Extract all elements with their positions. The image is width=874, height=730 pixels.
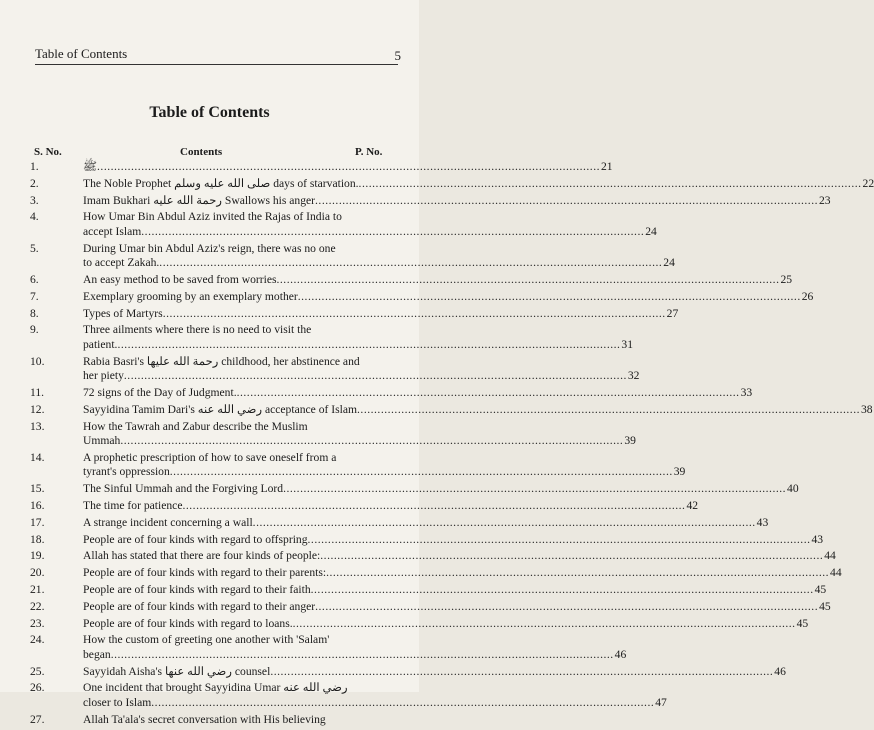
toc-entry-number: 25. [30, 664, 45, 678]
toc-entry-line [83, 225, 657, 240]
toc-entry-title: An easy method to be saved from worries [83, 272, 277, 286]
toc-entry-text [83, 600, 831, 615]
toc-entry-text [83, 290, 813, 305]
toc-entry-page: 31 [621, 337, 634, 351]
toc-entry-number: 27. [30, 712, 45, 726]
dot-leader [315, 600, 818, 615]
toc-entry-number: 9. [30, 323, 39, 337]
toc-entry-text [83, 633, 626, 662]
toc-entry-number: 20. [30, 566, 45, 580]
dot-leader [293, 617, 796, 632]
toc-entry-number: 16. [30, 498, 45, 512]
toc-entry-number: 11. [30, 385, 45, 399]
column-header-pno: P. No. [355, 146, 383, 158]
toc-entry-number: 17. [30, 515, 45, 529]
toc-entry [30, 566, 842, 581]
dot-leader [163, 307, 666, 322]
toc-entry-text [83, 713, 395, 728]
toc-entry-page: 24 [645, 224, 657, 238]
toc-entry-line [83, 600, 831, 615]
dot-leader [298, 290, 801, 305]
dot-leader [97, 160, 600, 175]
toc-entry-text [83, 323, 633, 352]
toc-entry-title: to accept Zakah. [83, 256, 160, 270]
toc-entry-page: 43 [811, 532, 824, 546]
toc-entry-title: A strange incident concerning a wall [83, 515, 253, 529]
toc-entry-number: 8. [30, 306, 39, 320]
toc-entry-page: 38 [861, 402, 873, 416]
toc-list [30, 160, 874, 730]
toc-entry-title: patient. [83, 337, 118, 351]
toc-entry-number: 23. [30, 616, 45, 630]
toc-entry-text [83, 482, 799, 497]
toc-entry-number: 21. [30, 582, 45, 596]
toc-entry-line [83, 533, 823, 548]
toc-entry-line [83, 323, 633, 338]
toc-entry-page: 27 [666, 306, 679, 320]
toc-entry-line [83, 273, 792, 288]
toc-entry-number: 18. [30, 532, 45, 546]
toc-entry [30, 616, 809, 632]
toc-entry-text [83, 533, 823, 548]
toc-entry-text [83, 566, 842, 581]
toc-entry-text [83, 499, 698, 514]
toc-entry-line [83, 681, 667, 696]
toc-entry-line [83, 386, 752, 401]
toc-entry [30, 210, 657, 239]
toc-entry-number: 12. [30, 402, 45, 416]
toc-entry [30, 419, 636, 449]
toc-entry-line [83, 648, 626, 663]
toc-entry-line [83, 583, 826, 598]
toc-entry-line [83, 696, 667, 711]
dot-leader [359, 177, 862, 192]
column-header-contents: Contents [180, 146, 223, 158]
toc-entry-title: People are of four kinds with regard to their faith [83, 582, 311, 596]
dot-leader [170, 465, 673, 480]
toc-entry-title: Sayyidina Tamim Dari's رضي الله عنه acceptance of Islam [83, 402, 358, 416]
toc-entry-title: began [83, 647, 111, 661]
header-rule [35, 64, 398, 65]
toc-entry-line [83, 451, 685, 466]
toc-entry [30, 272, 793, 288]
toc-entry-title: Allah has stated that there are four kinds of people: [83, 549, 321, 563]
toc-entry-number: 15. [30, 482, 45, 496]
toc-entry-line [83, 549, 836, 564]
toc-entry [30, 599, 831, 615]
toc-entry-title: Imam Bukhari رحمة الله عليه Swallows his anger [83, 193, 316, 207]
toc-entry-page: 39 [624, 434, 636, 448]
toc-entry-page: 39 [673, 465, 686, 479]
column-header-sno: S. No. [34, 146, 62, 158]
toc-entry-line [83, 516, 768, 531]
dot-leader [124, 369, 627, 384]
running-header-title: Table of Contents [35, 46, 128, 61]
toc-entry-text [83, 210, 657, 239]
toc-entry-text [83, 242, 675, 271]
toc-entry [30, 498, 699, 514]
toc-entry-text [83, 549, 836, 564]
toc-entry [30, 532, 824, 548]
toc-entry-title: Ummah [83, 434, 121, 448]
toc-entry-page: 45 [814, 582, 827, 596]
dot-leader [315, 194, 818, 209]
toc-entry-page: 45 [796, 616, 809, 630]
toc-entry-text [83, 194, 831, 209]
toc-entry-title: During Umar bin Abdul Aziz's reign, there was no one [83, 241, 336, 255]
toc-entry-text [83, 665, 786, 680]
toc-entry-line [83, 338, 633, 353]
toc-entry-text [83, 681, 667, 710]
toc-entry [30, 681, 667, 710]
dot-leader [283, 482, 786, 497]
dot-leader [237, 386, 740, 401]
toc-entry [30, 241, 675, 271]
toc-entry-number: 26. [30, 681, 45, 695]
toc-entry [30, 582, 827, 598]
toc-entry-page: 40 [787, 482, 799, 496]
toc-entry-page: 44 [830, 566, 842, 580]
toc-entry-title: 72 signs of the Day of Judgment. [83, 385, 237, 399]
dot-leader [270, 665, 773, 680]
toc-entry-line [83, 465, 685, 480]
toc-entry-title: accept Islam [83, 224, 142, 238]
toc-entry-title: A prophetic prescription of how to save oneself from a [83, 450, 337, 464]
toc-entry-line [83, 160, 613, 175]
toc-entry-title: The Sinful Ummah and the Forgiving Lord [83, 482, 284, 496]
toc-entry-number: 7. [30, 289, 39, 303]
toc-entry-title: The time for patience [83, 498, 183, 512]
dot-leader [311, 583, 814, 598]
toc-entry-page: 42 [686, 498, 699, 512]
toc-entry-title: Three ailments where there is no need to visit the [83, 323, 312, 337]
toc-entry-page: 23 [819, 193, 831, 207]
toc-entry [30, 402, 873, 418]
toc-entry-title: People are of four kinds with regard to their parents: [83, 566, 327, 580]
toc-entry-number: 2. [30, 176, 39, 190]
toc-entry-number: 4. [30, 210, 39, 224]
toc-entry-number: 24. [30, 633, 45, 647]
toc-entry-title: People are of four kinds with regard to loans. [83, 616, 293, 630]
toc-entry-line [83, 434, 636, 449]
toc-entry [30, 515, 769, 531]
toc-entry-title: Sayyidah Aisha's رضي الله عنها counsel [83, 664, 271, 678]
toc-entry-title: How the Tawrah and Zabur describe the Muslim [83, 419, 308, 433]
toc-entry-title: closer to Islam [83, 695, 152, 709]
toc-entry-number: 10. [30, 354, 45, 368]
toc-entry [30, 160, 613, 175]
toc-entry-line [83, 499, 698, 514]
toc-entry [30, 289, 814, 305]
toc-entry-text [83, 386, 752, 401]
toc-entry-line [83, 210, 657, 225]
toc-entry-number: 22. [30, 599, 45, 613]
toc-entry-title: People are of four kinds with regard to offspring [83, 532, 308, 546]
toc-entry-number: 6. [30, 272, 39, 286]
toc-entry-line [83, 633, 626, 648]
toc-entry-line [83, 355, 639, 370]
toc-entry-title: Types of Martyrs [83, 306, 163, 320]
toc-entry [30, 713, 395, 728]
toc-entry-page: 46 [774, 664, 786, 678]
toc-entry-text [83, 307, 678, 322]
dot-leader [326, 566, 829, 581]
dot-leader [277, 273, 780, 288]
toc-entry-text [83, 355, 639, 384]
toc-entry [30, 664, 786, 680]
dot-leader [120, 434, 623, 449]
page-number: 5 [394, 48, 401, 63]
dot-leader [253, 516, 756, 531]
toc-entry-title: Rabia Basri's رحمة الله عليها childhood, her abstinence and [83, 354, 360, 368]
toc-entry-page: 22 [862, 176, 874, 190]
toc-entry-line [83, 369, 639, 384]
toc-entry [30, 450, 686, 480]
dot-leader [320, 549, 823, 564]
toc-entry-line [83, 290, 813, 305]
toc-entry-text [83, 451, 685, 480]
toc-entry-title: How the custom of greeting one another with 'Salam' [83, 633, 330, 647]
toc-entry-number: 1. [30, 160, 39, 173]
toc-entry [30, 193, 831, 209]
toc-entry-number: 14. [30, 450, 45, 464]
toc-entry-title: her piety [83, 369, 124, 383]
dot-leader [117, 338, 620, 353]
toc-entry-page: 45 [819, 599, 831, 613]
dot-leader [357, 403, 860, 418]
toc-entry [30, 306, 679, 322]
toc-entry-line [83, 177, 874, 192]
toc-entry-number: 13. [30, 419, 45, 433]
toc-entry-number: 19. [30, 549, 45, 563]
toc-entry-page: 24 [663, 256, 675, 270]
dot-leader [159, 256, 662, 271]
toc-entry-line [83, 665, 786, 680]
toc-entry-line [83, 420, 636, 435]
toc-entry [30, 323, 634, 352]
toc-entry [30, 176, 874, 192]
toc-entry-title: One incident that brought Sayyidina Umar رضي الله عنه [83, 681, 348, 695]
toc-entry-title: Exemplary grooming by an exemplary mother [83, 289, 298, 303]
toc-entry-title: ﷺ [83, 160, 98, 173]
dot-leader [141, 225, 644, 240]
toc-entry-page: 43 [756, 515, 769, 529]
toc-entry-text [83, 583, 826, 598]
page-title: Table of Contents [149, 104, 270, 121]
toc-entry-line [83, 403, 873, 418]
toc-entry-text [83, 160, 613, 175]
toc-entry-line [83, 307, 678, 322]
toc-entry-text [83, 420, 636, 449]
toc-entry-page: 32 [627, 369, 640, 383]
toc-entry-number: 3. [30, 193, 39, 207]
toc-entry-page: 47 [655, 695, 667, 709]
toc-entry [30, 633, 627, 662]
dot-leader [182, 499, 685, 514]
toc-entry-title: How Umar Bin Abdul Aziz invited the Rajas of India to [83, 210, 342, 224]
toc-entry-line [83, 566, 842, 581]
toc-entry-text [83, 516, 768, 531]
toc-entry-page: 21 [600, 160, 613, 173]
toc-entry-text [83, 403, 873, 418]
toc-entry-title: The Noble Prophet صلى الله عليه وسلم days of starvation. [83, 176, 359, 190]
toc-entry-page: 25 [780, 272, 793, 286]
dot-leader [111, 648, 614, 663]
toc-entry-text [83, 617, 808, 632]
toc-entry [30, 482, 799, 497]
toc-entry-title: tyrant's oppression [83, 465, 170, 479]
toc-entry-line [83, 713, 395, 728]
toc-entry-page: 26 [801, 289, 814, 303]
toc-entry-title: Allah Ta'ala's secret conversation with His believing [83, 712, 326, 726]
toc-entry-line [83, 482, 799, 497]
toc-entry [30, 549, 836, 564]
dot-leader [151, 696, 654, 711]
toc-entry-page: 44 [824, 549, 836, 563]
toc-entry-line [83, 194, 831, 209]
toc-entry-text [83, 273, 792, 288]
dot-leader [308, 533, 811, 548]
toc-entry-line [83, 242, 675, 257]
toc-entry-line [83, 256, 675, 271]
toc-entry-line [83, 617, 808, 632]
toc-entry-page: 46 [614, 647, 627, 661]
toc-entry [30, 354, 640, 384]
toc-entry-title: People are of four kinds with regard to their anger [83, 599, 316, 613]
toc-entry-text [83, 177, 874, 192]
toc-entry-number: 5. [30, 241, 39, 255]
toc-entry [30, 385, 753, 401]
toc-entry-page: 33 [740, 385, 753, 399]
